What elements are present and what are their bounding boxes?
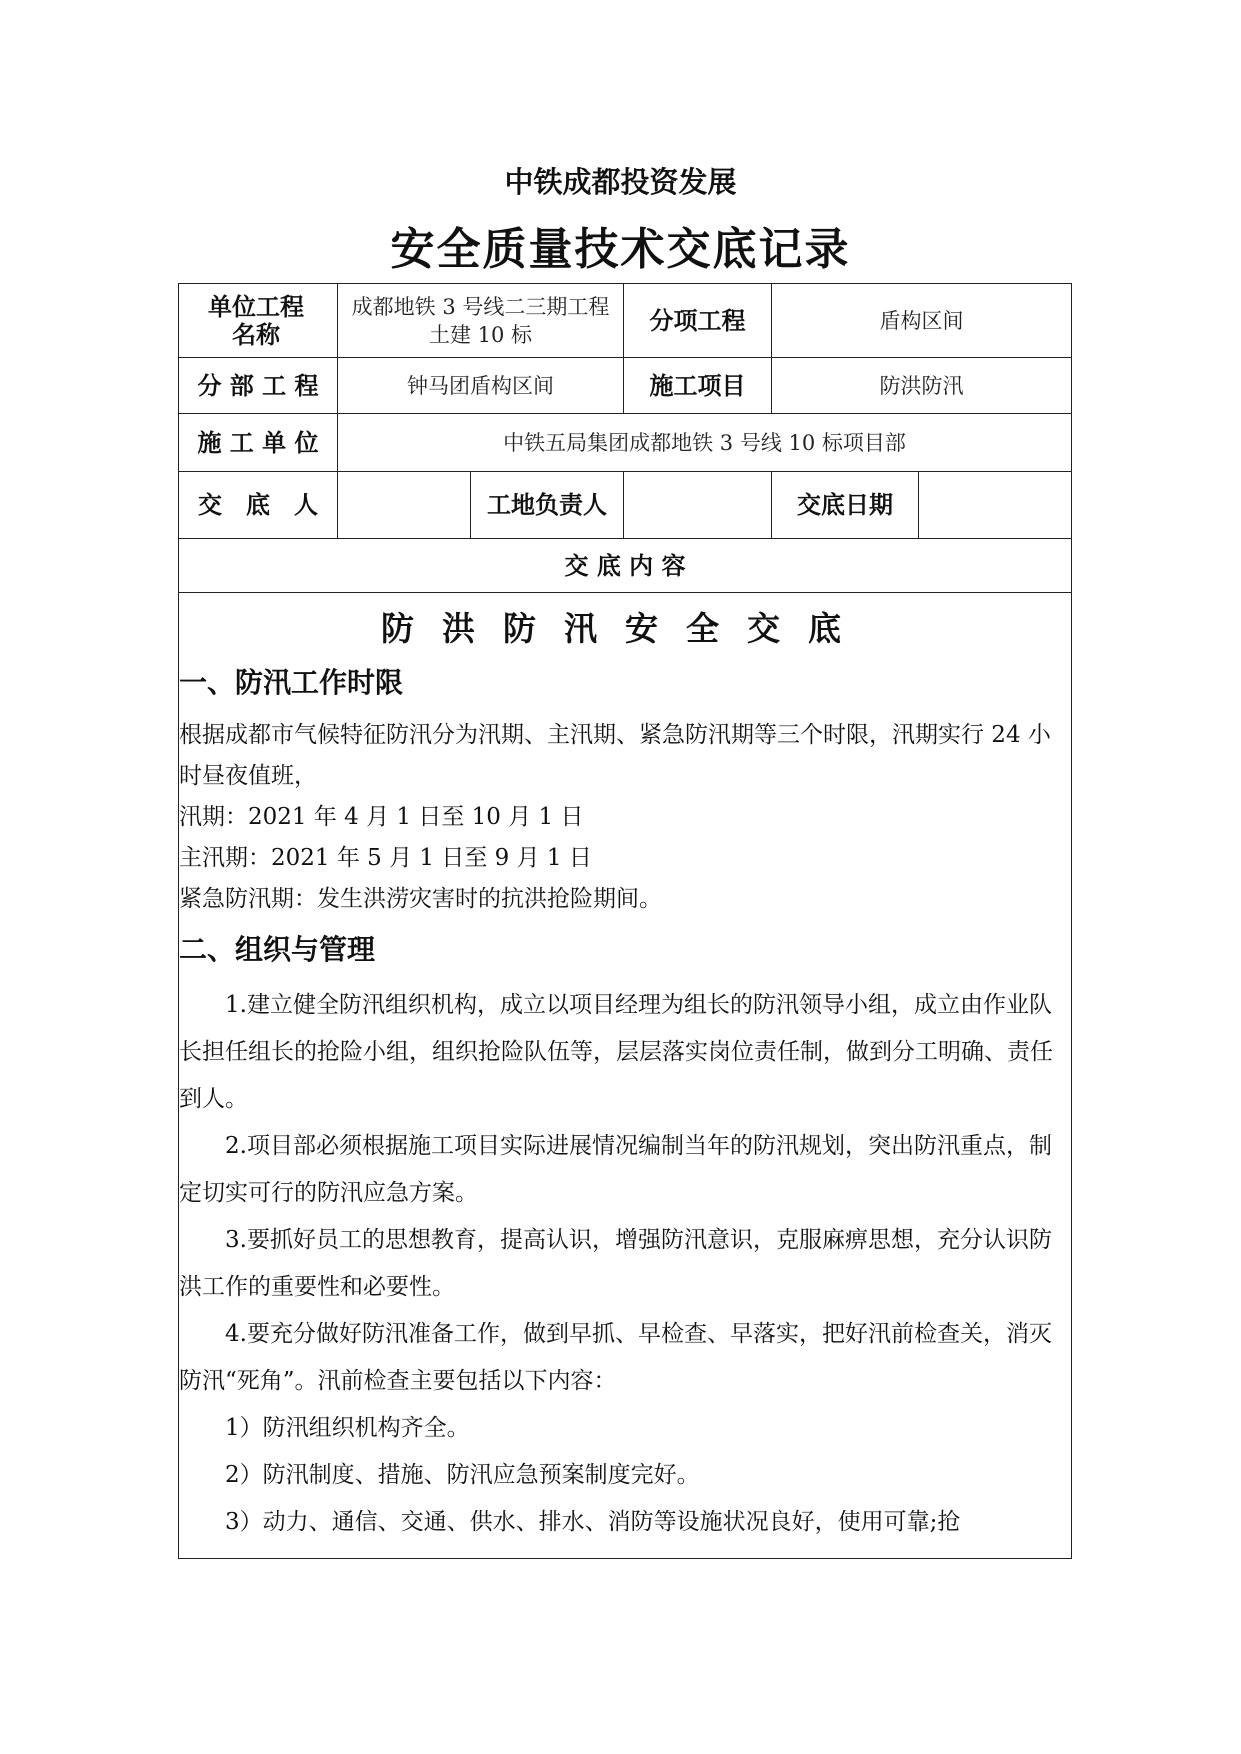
site-leader-label: 工地负责人	[471, 472, 624, 539]
briefing-date-value	[919, 472, 1072, 539]
construction-unit-value: 中铁五局集团成都地铁 3 号线 10 标项目部	[338, 414, 1072, 472]
division-label: 分 部 工 程	[179, 358, 338, 414]
briefing-content-body	[179, 593, 1072, 1559]
division-value: 钟马团盾构区间	[338, 358, 624, 414]
briefing-content-label: 交 底 内 容	[179, 539, 1072, 593]
construction-item-value: 防洪防汛	[772, 358, 1072, 414]
briefer-value	[338, 472, 471, 539]
briefer-label: 交 底 人	[179, 472, 338, 539]
content-main-title: 防洪防汛安全交底	[381, 609, 869, 648]
briefing-form-table	[178, 283, 1072, 1559]
main-flood-season-line: 主汛期：2021 年 5 月 1 日至 9 月 1 日	[179, 845, 592, 871]
organization-name: 中铁成都投资发展	[504, 165, 737, 199]
paragraph-time-limits: 根据成都市气候特征防汛分为汛期、主汛期、紧急防汛期等三个时限，汛期实行 24 小时昼夜值班，	[179, 722, 1051, 789]
document-title: 安全质量技术交底记录	[390, 224, 851, 275]
emergency-flood-season-line: 紧急防汛期：发生洪涝灾害时的抗洪抢险期间。	[179, 886, 662, 912]
paragraph-organization-4: 4.要充分做好防汛准备工作，做到早抓、早检查、早落实，把好汛前检查关，消灭防汛“死角”。汛前检查主要包括以下内容：	[179, 1321, 1052, 1394]
paragraph-organization-1: 1.建立健全防汛组织机构，成立以项目经理为组长的防汛领导小组，成立由作业队长担任组长的抢险小组，组织抢险队伍等，层层落实岗位责任制，做到分工明确、责任到人。	[179, 992, 1053, 1112]
briefing-date-label: 交底日期	[772, 472, 919, 539]
unit-project-label: 单位工程名称	[179, 284, 338, 358]
check-item-3: 3）动力、通信、交通、供水、排水、消防等设施状况良好，使用可靠;抢	[225, 1509, 961, 1535]
paragraph-organization-3: 3.要抓好员工的思想教育，提高认识，增强防汛意识，克服麻痹思想，充分认识防洪工作的重要性和必要性。	[179, 1227, 1052, 1300]
check-item-1: 1）防汛组织机构齐全。	[225, 1415, 470, 1441]
paragraph-organization-2: 2.项目部必须根据施工项目实际进展情况编制当年的防汛规划，突出防汛重点，制定切实可行的防汛应急方案。	[179, 1133, 1052, 1206]
sub-item-label: 分项工程	[624, 284, 772, 358]
check-item-2: 2）防汛制度、措施、防汛应急预案制度完好。	[225, 1462, 700, 1488]
site-leader-value	[624, 472, 772, 539]
section-heading-time-limits: 一、防汛工作时限	[179, 666, 404, 699]
unit-project-value: 成都地铁 3 号线二三期工程土建 10 标	[338, 284, 624, 358]
construction-unit-label: 施 工 单 位	[179, 414, 338, 472]
flood-season-line: 汛期：2021 年 4 月 1 日至 10 月 1 日	[179, 804, 584, 830]
sub-item-value: 盾构区间	[772, 284, 1072, 358]
construction-item-label: 施工项目	[624, 358, 772, 414]
section-heading-organization: 二、组织与管理	[179, 933, 376, 966]
